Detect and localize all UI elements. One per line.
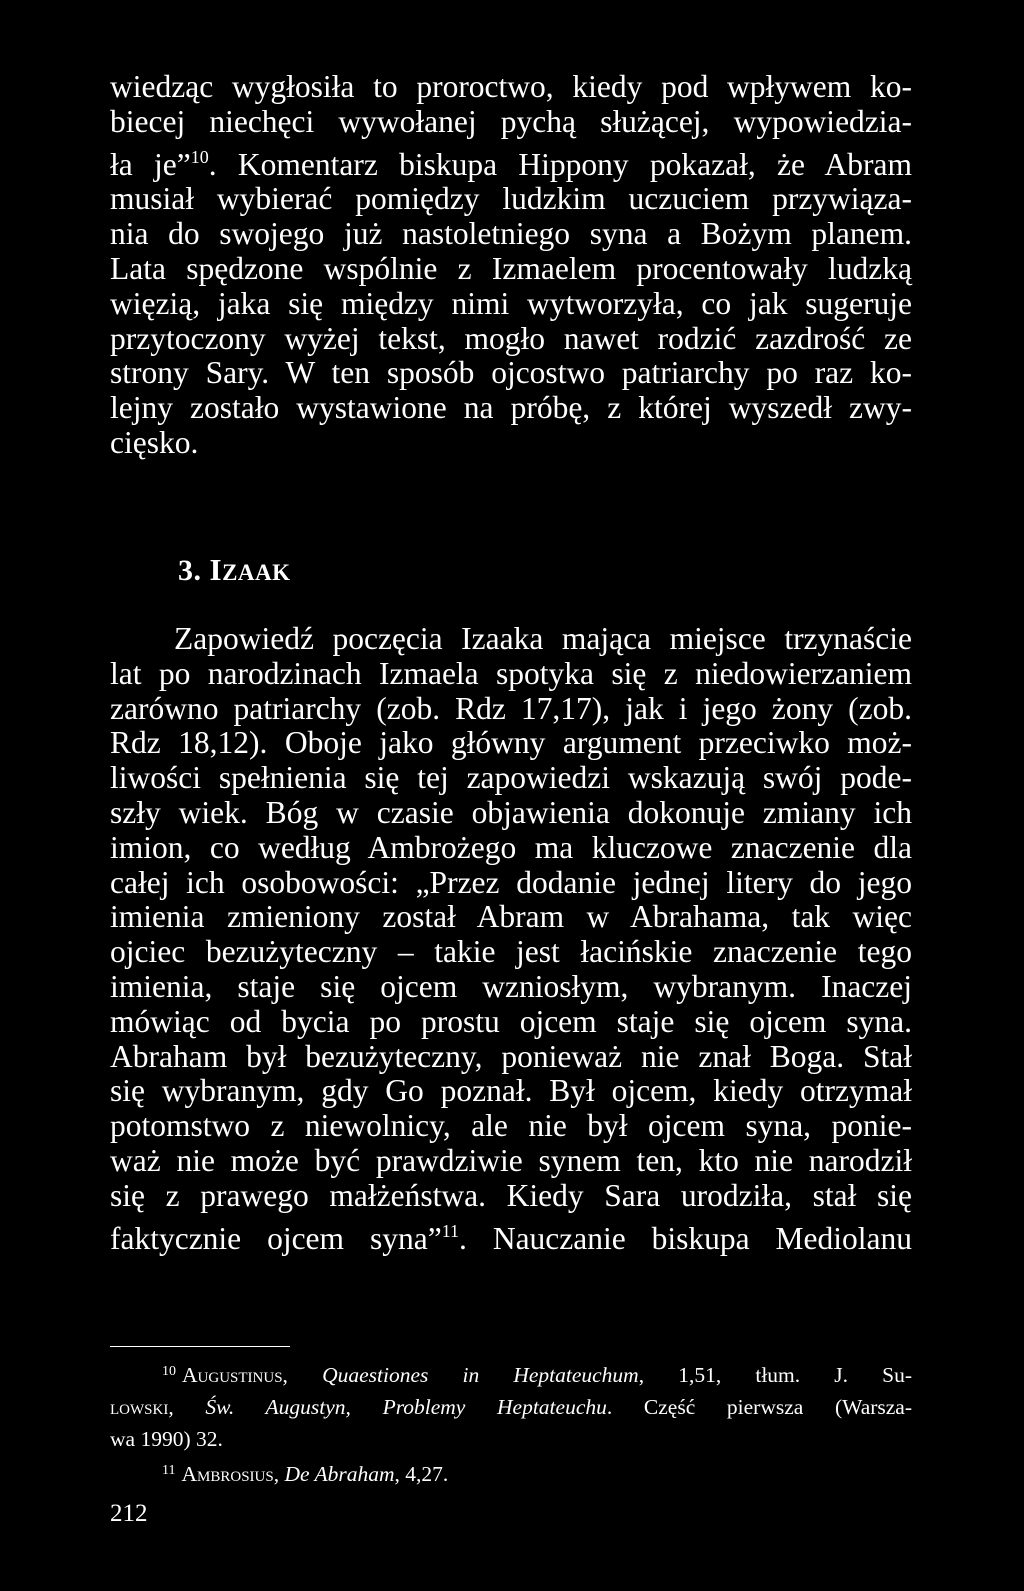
heading-initial: I — [209, 552, 223, 587]
text-fragment: ła je” — [110, 146, 191, 182]
footnote-10-line: wa 1990) 32. — [110, 1427, 223, 1451]
text-fragment: , — [273, 1462, 285, 1486]
text-line: lat po narodzinach Izmaela spotyka się z niedowierzaniem — [110, 655, 912, 691]
text-fragment: . Nauczanie biskupa Mediolanu — [459, 1220, 913, 1256]
text-line: się z prawego małżeństwa. Kiedy Sara urodziła, stał się — [110, 1177, 912, 1213]
text-line: potomstwo z niewolnicy, ale nie był ojcem syna, ponie- — [110, 1108, 912, 1144]
footnote-marker: 11 — [162, 1463, 176, 1478]
text-line: lejny zostało wystawione na próbę, z której wyszedł zwy- — [110, 390, 912, 426]
footnote-title: De Abraham — [284, 1462, 395, 1486]
text-line: nia do swojego już nastoletniego syna a Bożym planem. — [110, 216, 912, 252]
text-line: imion, co według Ambrożego ma kluczowe znaczenie dla — [110, 829, 912, 865]
footnote-10-line — [110, 1356, 912, 1391]
footnotes — [110, 1356, 912, 1490]
footnote-author: Ambrosius — [181, 1462, 274, 1486]
text-line: ojciec bezużyteczny – takie jest łacińskie znaczenie tego — [110, 934, 912, 970]
text-line: cięsko. — [110, 424, 199, 460]
text-line: liwości spełnienia się tej zapowiedzi wskazują swój pode- — [110, 760, 912, 796]
footnote-separator — [110, 1346, 290, 1347]
text-line: więzią, jaka się między nimi wytworzyła, co jak sugeruje — [110, 285, 912, 321]
footnote-title: Św. Augustyn, Problemy Heptateuchu — [205, 1395, 607, 1419]
text-line: szły wiek. Bóg w czasie objawienia dokonuje zmiany ich — [110, 794, 912, 830]
text-line: mówiąc od bycia po prostu ojcem staje się ojcem syna. — [110, 1003, 912, 1039]
heading-rest: ZAAK — [222, 560, 291, 585]
footnote-title: Quaestiones in Heptateuchum — [322, 1363, 639, 1387]
text-fragment: faktycznie ojcem syna” — [110, 1220, 442, 1256]
text-line — [110, 140, 912, 183]
text-line: biecej niechęci wywołanej pychą służącej, wypowiedzia- — [110, 103, 912, 139]
page-number: 212 — [110, 1500, 148, 1527]
text-line: Rdz 18,12). Oboje jako główny argument przeciwko moż- — [110, 725, 912, 761]
text-line: imienia zmieniony został Abram w Abrahama, tak więc — [110, 899, 912, 935]
text-line: Zapowiedź poczęcia Izaaka mająca miejsce trzynaście — [174, 621, 912, 656]
main-text-section-2 — [110, 622, 912, 1256]
text-line: Abraham był bezużyteczny, ponieważ nie znał Boga. Stał — [110, 1038, 912, 1074]
section-heading — [178, 552, 291, 588]
text-line: imienia, staje się ojcem wzniosłym, wybranym. Inaczej — [110, 968, 912, 1004]
text-fragment: , — [168, 1395, 206, 1419]
footnote-11-line — [110, 1455, 912, 1490]
footnote-ref-11[interactable]: 11 — [441, 1220, 460, 1241]
text-line: musiał wybierać pomiędzy ludzkim uczuciem przywiąza- — [110, 181, 912, 217]
footnote-marker: 10 — [162, 1364, 176, 1379]
text-line: wiedząc wygłosiła to proroctwo, kiedy pod wpływem ko- — [110, 69, 912, 104]
text-fragment: , 4,27. — [394, 1462, 449, 1486]
text-line: całej ich osobowości: „Przez dodanie jednej litery do jego — [110, 864, 912, 900]
text-line: zarówno patriarchy (zob. Rdz 17,17), jak i jego żony (zob. — [110, 690, 912, 726]
text-line: waż nie może być prawdziwie synem ten, kto nie narodził — [110, 1142, 912, 1178]
text-line — [110, 1214, 912, 1257]
main-text-section-1 — [110, 70, 912, 461]
text-line: przytoczony wyżej tekst, mogło nawet rodzić zazdrość ze — [110, 320, 912, 356]
footnote-author: lowski — [110, 1395, 169, 1419]
text-fragment: . Część pierwsza (Warsza- — [606, 1395, 913, 1419]
heading-number: 3. — [178, 554, 202, 587]
text-fragment: , — [282, 1363, 323, 1387]
text-line: strony Sary. W ten sposób ojcostwo patriarchy po raz ko- — [110, 355, 912, 391]
text-fragment: . Komentarz biskupa Hippony pokazał, że Abram — [208, 146, 912, 182]
text-line: Lata spędzone wspólnie z Izmaelem procentowały ludzką — [110, 250, 912, 286]
footnote-10-line — [110, 1391, 912, 1423]
text-fragment: , 1,51, tłum. J. Su- — [638, 1363, 913, 1387]
footnote-ref-10[interactable]: 10 — [190, 146, 209, 167]
text-line: się wybranym, gdy Go poznał. Był ojcem, kiedy otrzymał — [110, 1073, 912, 1109]
footnote-author: Augustinus — [182, 1363, 283, 1387]
